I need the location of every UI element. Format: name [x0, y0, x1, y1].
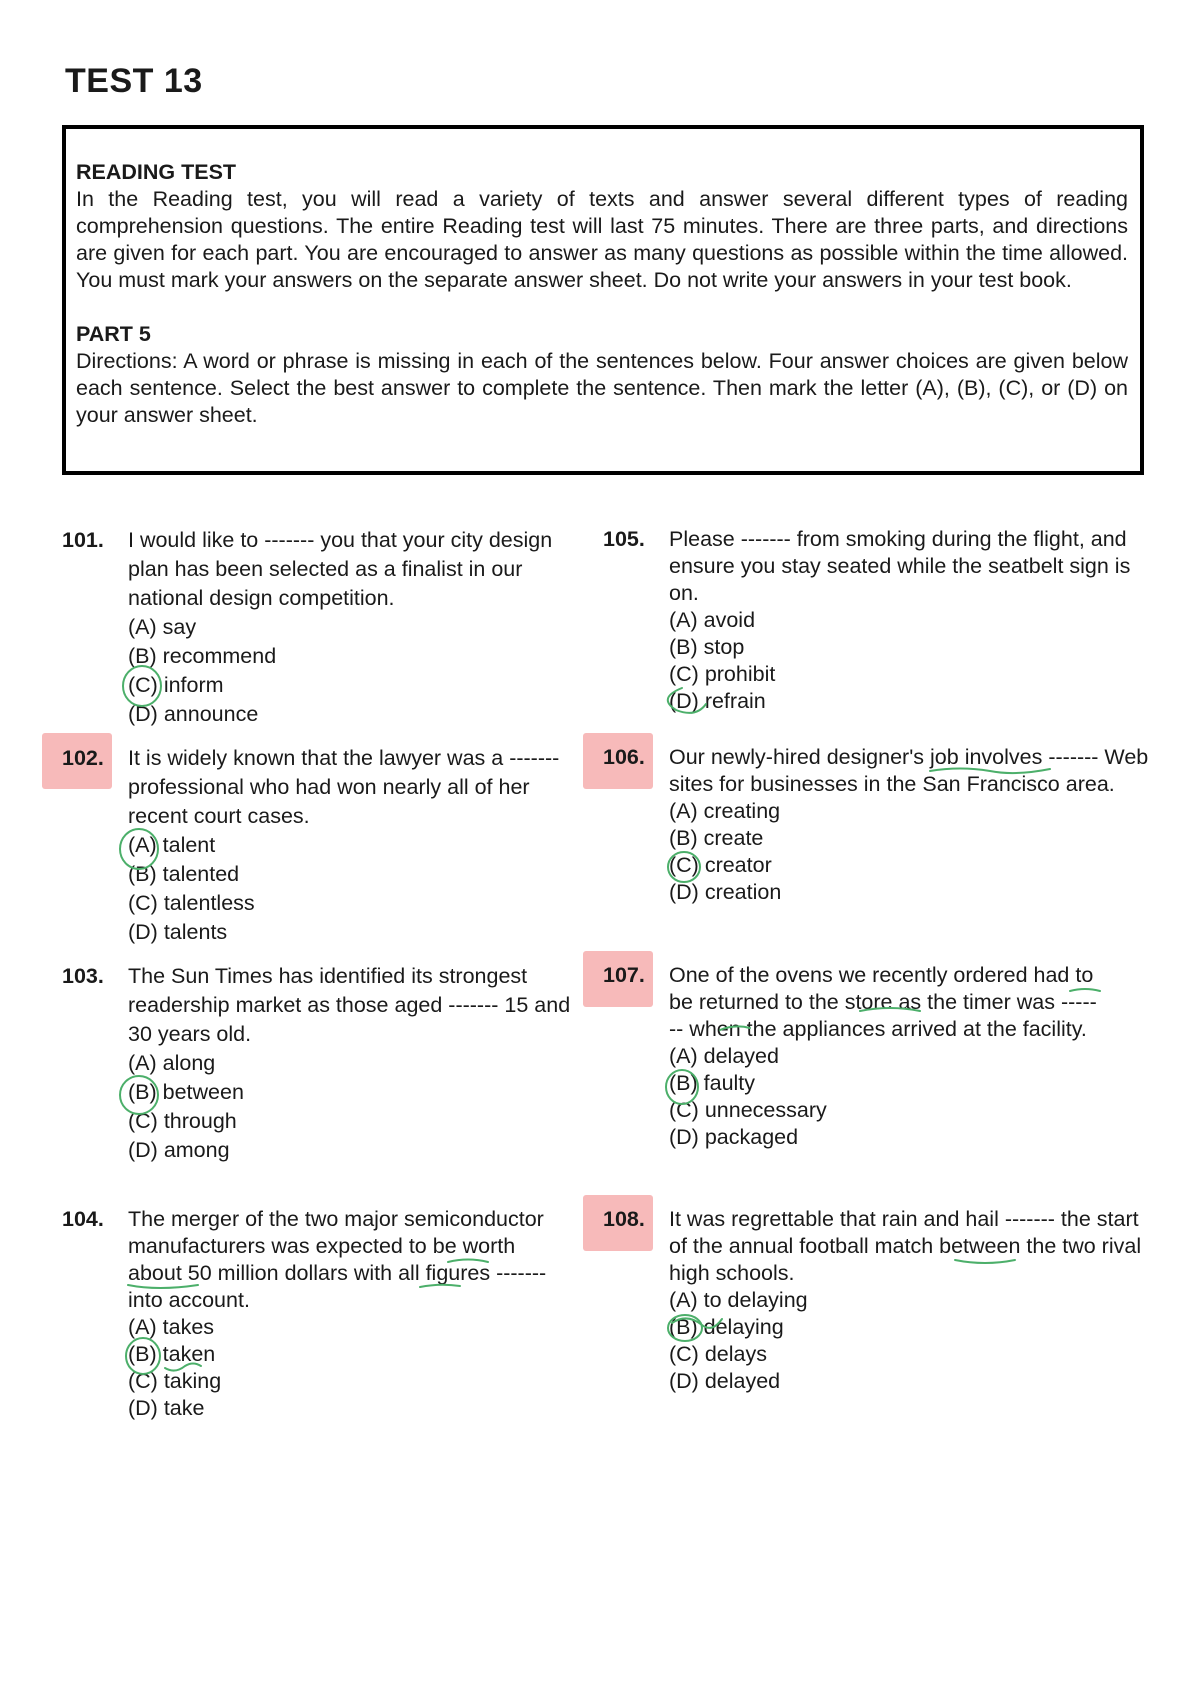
- instructions-box: [62, 125, 1144, 475]
- answer-option[interactable]: (C) taking: [128, 1369, 222, 1393]
- question-stem: The merger of the two major semiconductor manufacturers was expected to be worth about 50 million dollars with all figures ------- into account.: [128, 1207, 547, 1312]
- answer-option[interactable]: (D) take: [128, 1396, 205, 1420]
- answer-option[interactable]: (D) talents: [128, 920, 228, 944]
- answer-option[interactable]: (B) stop: [669, 635, 745, 659]
- answer-option[interactable]: (B) faulty: [669, 1071, 756, 1095]
- question-stem: One of the ovens we recently ordered had to be returned to the store as the timer was ------- when the appliances arrived at the facility.: [669, 963, 1097, 1041]
- question-stem: Our newly-hired designer's job involves ------- Web sites for businesses in the San Francisco area.: [669, 745, 1149, 796]
- answer-option[interactable]: (C) creator: [669, 853, 772, 877]
- question-stem: I would like to ------- you that your city design plan has been selected as a finalist in our national design competition.: [128, 528, 553, 610]
- reading-test-heading: READING TEST: [76, 160, 237, 184]
- answer-option[interactable]: (A) to delaying: [669, 1288, 808, 1312]
- answer-option[interactable]: (A) takes: [128, 1315, 215, 1339]
- answer-option[interactable]: (C) inform: [128, 673, 224, 697]
- reading-test-directions: In the Reading test, you will read a variety of texts and answer several different types of reading comprehension questions. The entire Reading test will last 75 minutes. There are three parts, and directions are given for each part. You are encouraged to answer as many questions as possible within the time allowed. You must mark your answers on the separate answer sheet. Do not write your answers in your test book.: [76, 187, 1128, 292]
- answer-option[interactable]: (B) delaying: [669, 1315, 784, 1339]
- question-stem: It was regrettable that rain and hail ------- the start of the annual football match between the two rival high schools.: [669, 1207, 1142, 1285]
- question-stem: Please ------- from smoking during the flight, and ensure you stay seated while the seatbelt sign is on.: [669, 527, 1131, 605]
- answer-option[interactable]: (D) creation: [669, 880, 782, 904]
- question-stem: It is widely known that the lawyer was a ------- professional who had won nearly all of her recent court cases.: [128, 746, 560, 828]
- answer-option[interactable]: (A) delayed: [669, 1044, 779, 1068]
- answer-option[interactable]: (C) unnecessary: [669, 1098, 827, 1122]
- answer-option[interactable]: (D) delayed: [669, 1369, 781, 1393]
- answer-option[interactable]: (C) prohibit: [669, 662, 776, 686]
- question-number: 105.: [603, 527, 645, 551]
- question-number: 108.: [603, 1206, 645, 1233]
- question-stem: The Sun Times has identified its strongest readership market as those aged ------- 15 and 30 years old.: [128, 964, 571, 1046]
- answer-option[interactable]: (A) say: [128, 615, 197, 639]
- question-number: 106.: [603, 744, 645, 771]
- answer-option[interactable]: (A) talent: [128, 833, 216, 857]
- page-title: TEST 13: [65, 62, 203, 100]
- answer-option[interactable]: (D) announce: [128, 702, 259, 726]
- question-number: 107.: [603, 962, 645, 989]
- answer-option[interactable]: (B) talented: [128, 862, 240, 886]
- answer-option[interactable]: (B) between: [128, 1080, 244, 1104]
- answer-option[interactable]: (B) create: [669, 826, 764, 850]
- answer-option[interactable]: (B) taken: [128, 1342, 216, 1366]
- part-heading: PART 5: [76, 322, 151, 346]
- answer-option[interactable]: (A) creating: [669, 799, 781, 823]
- question-number: 104.: [62, 1207, 104, 1231]
- answer-option[interactable]: (C) delays: [669, 1342, 767, 1366]
- answer-option[interactable]: (D) among: [128, 1138, 230, 1162]
- answer-option[interactable]: (C) through: [128, 1109, 237, 1133]
- question-number: 101.: [62, 528, 104, 552]
- answer-option[interactable]: (D) refrain: [669, 689, 766, 713]
- question-number: 103.: [62, 964, 104, 988]
- answer-option[interactable]: (A) avoid: [669, 608, 756, 632]
- answer-option[interactable]: (A) along: [128, 1051, 216, 1075]
- answer-option[interactable]: (B) recommend: [128, 644, 277, 668]
- question-number: 102.: [62, 744, 104, 773]
- answer-option[interactable]: (C) talentless: [128, 891, 255, 915]
- answer-option[interactable]: (D) packaged: [669, 1125, 799, 1149]
- part-directions: Directions: A word or phrase is missing in each of the sentences below. Four answer choices are given below each sentence. Select the best answer to complete the sentence. Then mark the letter (A), (B), (C), or (D) on your answer sheet.: [76, 349, 1128, 427]
